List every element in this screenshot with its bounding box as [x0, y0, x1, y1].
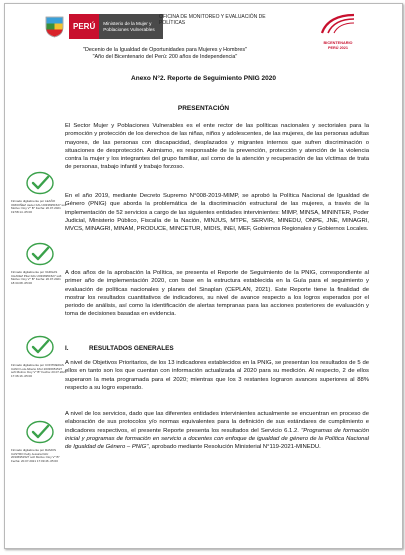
results-heading-number: I.: [65, 345, 69, 352]
government-logo: [42, 14, 163, 39]
peru-label: PERÚ: [69, 14, 99, 39]
signature-text: Firmado digitalmente por VARGAS CHAVEZ Pilar FAU 20336951527 soft Motivo: Doy V° B° Fecha: 20.07.2021 18:34:08 -05:00: [11, 270, 62, 285]
ministry-label: Ministerio de la Mujer y Poblaciones Vulnerables: [99, 14, 163, 39]
services-text-start: A nivel de los servicios, dado que las diferentes entidades intervinientes actualmente se encuentran en proceso de elaboración de sus protocolos y/o normas equivalentes para la definición de sus estándares de cumplimiento e indicadores respectivos, el presente Reporte presenta los resultados del Servicio 6.1.2.: [65, 411, 369, 434]
paragraph-results: A nivel de Objetivos Prioritarios, de los 13 indicadores establecidos en la PNIG, se presentan los resultados de 5 de ellos en tanto son los que cuentan con información actualizada al 2020 para su medición. Al respecto, 2 de ellos superaron la meta programada para el 2020; mientras que los 3 restantes lograron avances superiores al 88% respecto a su logro esperado.: [65, 360, 369, 391]
signature-text: Firmado digitalmente por RAMOS CASTRO Kelly Jessica FAU 20336951527 soft Motivo: Doy V° B° Fecha: 20.07.2021 17:09:46 -05:00: [11, 448, 60, 463]
coat-of-arms-icon: [42, 14, 67, 39]
digital-signature-stamp: [11, 420, 69, 463]
services-text-end: , aprobado mediante Resolución Ministerial N°119-2021-MINEDU.: [148, 444, 321, 451]
signature-checkmark-icon: [25, 171, 55, 195]
results-heading-label: RESULTADOS GENERALES: [89, 345, 174, 352]
decenio-line2: "Año del Bicentenario del Perú: 200 años de Independencia": [92, 53, 238, 60]
decenio-text: [65, 47, 265, 60]
digital-signature-stamp: [11, 171, 69, 214]
annex-title: Anexo N°2. Reporte de Seguimiento PNIG 2020: [131, 75, 276, 82]
signature-checkmark-icon: [25, 242, 55, 266]
signature-checkmark-icon: [25, 335, 55, 359]
paragraph-report: A dos años de la aprobación la Política, se presenta el Reporte de Seguimiento de la PNIG, correspondiente al primer año de implementación 2020, con base en la estructura establecida en la Guía para el seguimiento y evaluación de políticas nacionales y planes del Sinaplan (CEPLAN, 2021). Este Reporte tiene la finalidad de mostrar los resultados cuantitativos de indicadores, su nivel de avance respecto a los logros esperados por el periodo de análisis, así como la identificación de alertas tempranas para las acciones posteriores de evaluación y toma de decisiones basadas en evidencia.: [65, 270, 369, 318]
bicentenario-logo: [308, 13, 368, 51]
bicentenario-line1: BICENTENARIO: [323, 41, 353, 45]
paragraph-pnig: En el año 2019, mediante Decreto Supremo N°008-2019-MIMP, se aprobó la Política Nacional de Igualdad de Género (PNIG) que aborda la problemática de la discriminación estructural de las mujeres, a través de la implementación de 52 servicios a cargo de las siguientes entidades intervinientes: MIMP, MINSA, MININTER, Poder Judicial, Ministerio Público, Fiscalía de la Nación, MINJUS, MTPE, SERVIR, MINEDU, ONPE, JNE, MINAGRI, MVCS, MINAGRI, MINAM, PRODUCE, MINCETUR, MIDIS, INEI, MEF, Gobiernos Regionales y Gobiernos Locales.: [65, 193, 369, 233]
signature-text: Firmado digitalmente por LEAÑO ORDOÑEZ Javier FAU 20336951527 soft Motivo: Doy V° B° Fecha: 20.07.2021 19:58:14 -05:00: [11, 199, 67, 214]
bicentenario-line2: PERÚ 2021: [327, 46, 349, 51]
digital-signature-stamp: [11, 335, 69, 378]
office-name: OFICINA DE MONITOREO Y EVALUACIÓN DE POLÍTICAS: [159, 14, 266, 26]
section-heading: PRESENTACIÓN: [177, 105, 230, 112]
document-page: [4, 3, 403, 549]
signature-text: Firmado digitalmente por CONTRERAS CANO Luis Alberto FAU 20336951527 soft Motivo: Doy V° B° Fecha: 20.07.2021 17:36:16 -05:00: [11, 363, 67, 378]
paragraph-services: [65, 410, 369, 451]
services-text-italic: "Programas de formación inicial y programas de formación en servicio a docentes con enfoque de igualdad de género de la Política Nacional de Igualdad de Género – PNIG": [65, 427, 369, 451]
decenio-line1: "Decenio de la Igualdad de Oportunidades para Mujeres y Hombres": [83, 47, 247, 53]
results-heading: [65, 345, 174, 352]
signature-checkmark-icon: [25, 420, 55, 444]
bicentenario-emblem-icon: [308, 13, 368, 35]
digital-signature-stamp: [11, 242, 69, 285]
paragraph-intro: El Sector Mujer y Poblaciones Vulnerables es el ente rector de las políticas nacionales y sectoriales para la promoción y protección de los derechos de las niñas, niños y adolescentes, de las mujeres, de las personas adultas mayores, de las personas con discapacidad, desplazados y migrantes internos que sufren discriminación o situaciones de desprotección. Asimismo, es responsable de la prevención, protección y atención de la violencia contra la mujer y los integrantes del grupo familiar, así como de la atención y recuperación de las víctimas de trata de personas, trabajo infantil y trabajo forzoso.: [65, 123, 369, 171]
